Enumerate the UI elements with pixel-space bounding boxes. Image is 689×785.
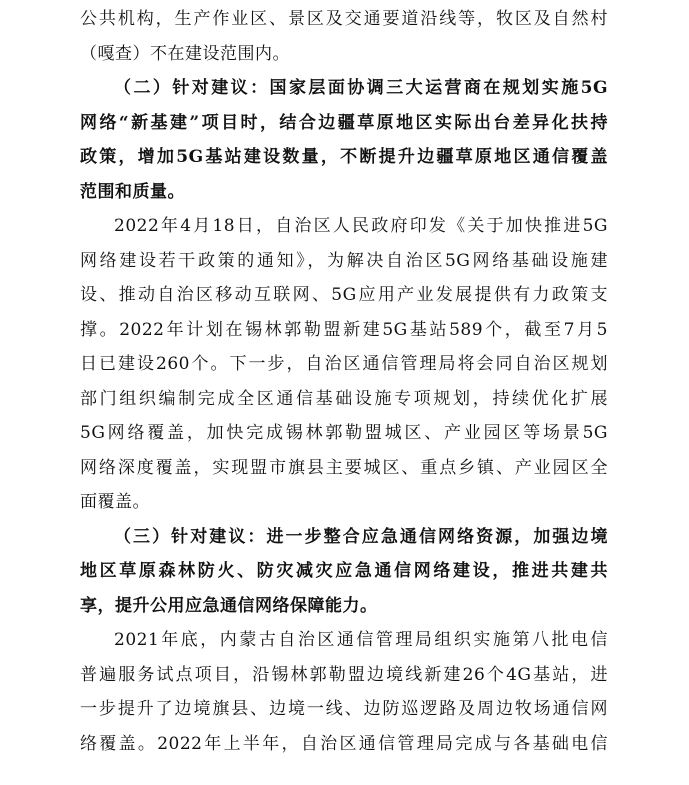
- text-line: 日已建设260个。下一步，自治区通信管理局将会同自治区规划: [80, 354, 608, 374]
- text-line: 络覆盖。2022年上半年，自治区通信管理局完成与各基础电信: [80, 733, 608, 754]
- text-line: 网络建设若干政策的通知》，为解决自治区5G网络基础设施建: [80, 250, 608, 271]
- text-line: 5G网络覆盖，加快完成锡林郭勒盟城区、产业园区等场景5G: [80, 423, 608, 443]
- heading-line: 享，提升公用应急通信网络保障能力。: [80, 595, 378, 616]
- heading-line: 网络“新基建”项目时，结合边疆草原地区实际出台差异化扶持: [80, 112, 608, 133]
- heading-line: 范围和质量。: [80, 181, 185, 202]
- text-line: 2021年底，内蒙古自治区通信管理局组织实施第八批电信: [114, 630, 608, 650]
- text-line: 公共机构，生产作业区、景区及交通要道沿线等，牧区及自然村: [80, 9, 608, 29]
- text-line: 部门组织编制完成全区通信基础设施专项规划，持续优化扩展: [80, 388, 608, 409]
- text-line: 普遍服务试点项目，沿锡林郭勒盟边境线新建26个4G基站，进: [80, 664, 608, 685]
- text-line: 面覆盖。: [80, 492, 150, 512]
- text-line: （嘎查）不在建设范围内。: [80, 43, 290, 64]
- heading-line: 地区草原森林防火、防灾减灾应急通信网络建设，推进共建共: [80, 561, 608, 581]
- text-line: 2022年4月18日，自治区人民政府印发《关于加快推进5G: [114, 216, 608, 236]
- heading-line: 政策，增加5G基站建设数量，不断提升边疆草原地区通信覆盖: [80, 147, 608, 167]
- text-line: 设、推动自治区移动互联网、5G应用产业发展提供有力政策支: [80, 285, 608, 305]
- heading-line: （二）针对建议：国家层面协调三大运营商在规划实施5G: [114, 78, 608, 98]
- text-line: 一步提升了边境旗县、边境一线、边防巡逻路及周边牧场通信网: [80, 699, 608, 719]
- heading-line: （三）针对建议：进一步整合应急通信网络资源，加强边境: [114, 526, 608, 547]
- text-line: 网络深度覆盖，实现盟市旗县主要城区、重点乡镇、产业园区全: [80, 457, 608, 478]
- text-line: 撑。2022年计划在锡林郭勒盟新建5G基站589个，截至7月5: [80, 319, 608, 340]
